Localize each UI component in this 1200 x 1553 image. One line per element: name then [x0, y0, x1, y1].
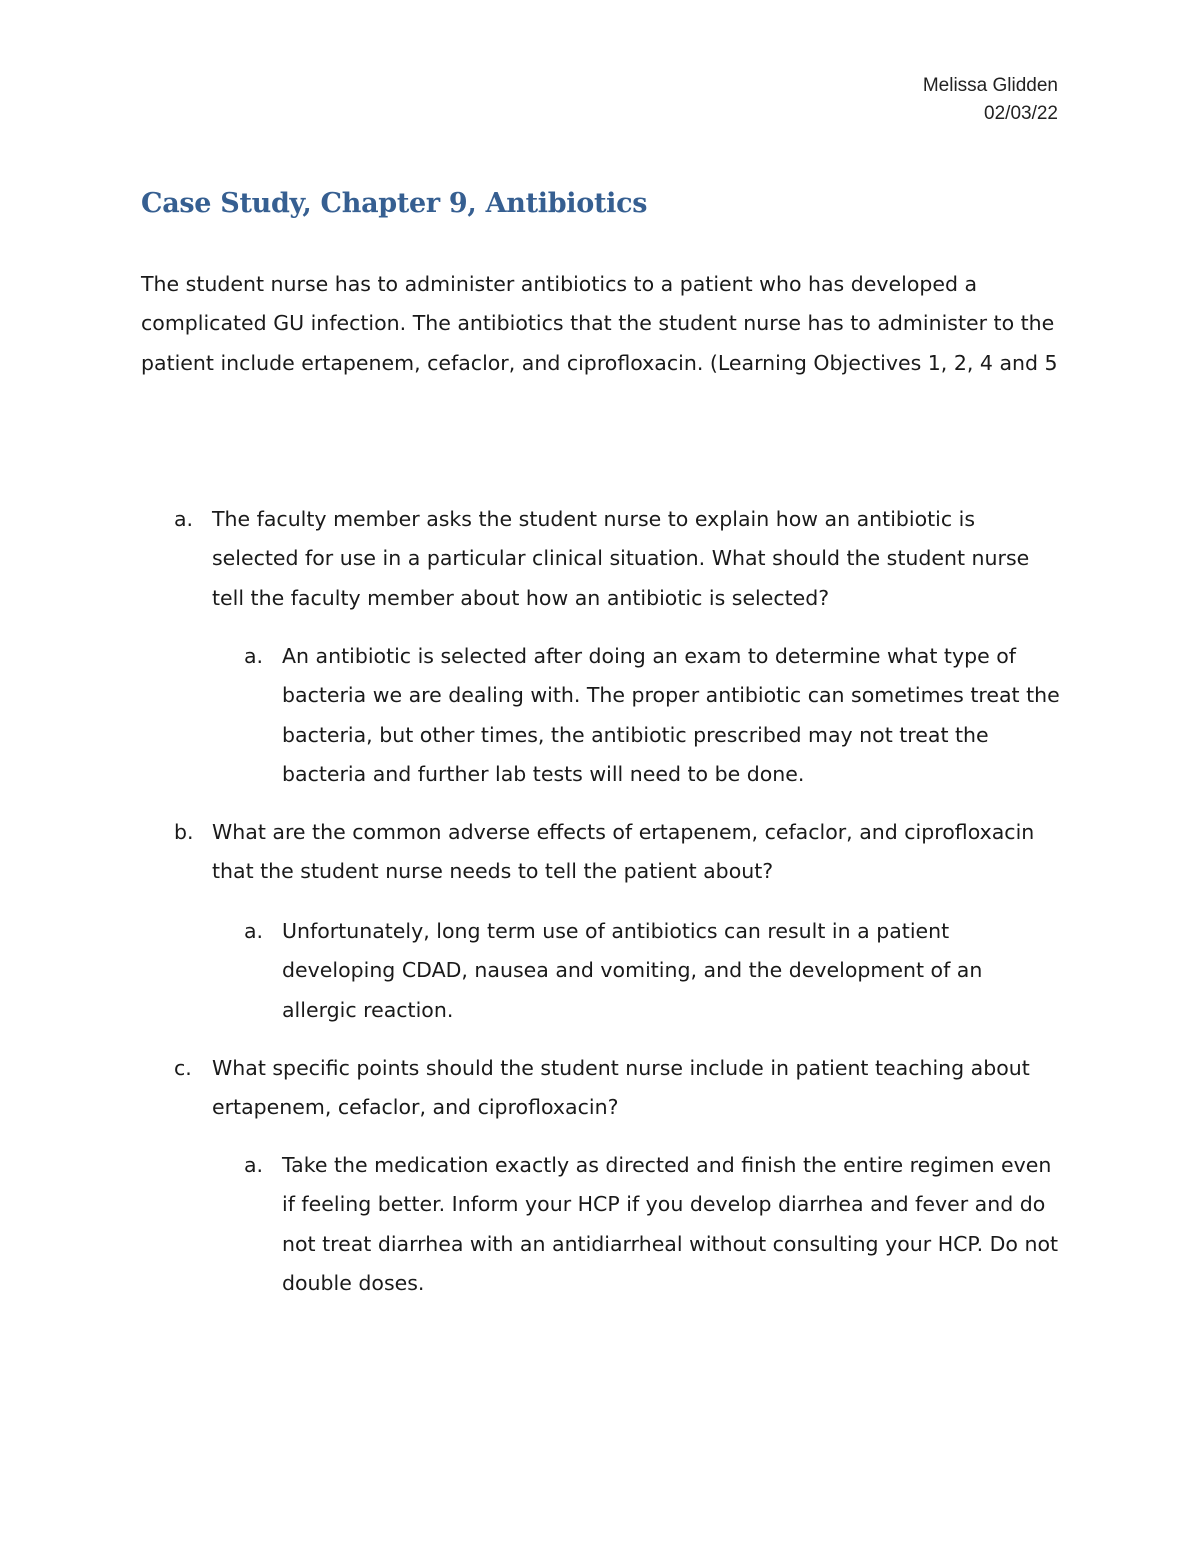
- question-text: What specific points should the student nurse include in patient teaching about ertapenem, cefaclor, and ciprofloxacin?: [212, 1056, 1030, 1120]
- author-name: Melissa Glidden: [922, 75, 1058, 96]
- answer-text: Take the medication exactly as directed and finish the entire regimen even if feeling better. Inform your HCP if you develop diarrhea and fever and do not treat diarrhea with an antidiarrheal without consulting your HCP. Do not double doses.: [282, 1153, 1059, 1295]
- answer-text: Unfortunately, long term use of antibiotics can result in a patient developing CDAD, nausea and vomiting, and the development of an allergic reaction.: [282, 919, 983, 1022]
- question-item: [174, 1049, 1061, 1128]
- question-item: [174, 813, 1061, 892]
- question-marker: c.: [174, 1056, 192, 1080]
- answer-marker: a.: [244, 644, 264, 668]
- document-date: 02/03/22: [984, 103, 1058, 124]
- question-marker: a.: [174, 507, 194, 531]
- answer-text: An antibiotic is selected after doing an exam to determine what type of bacteria we are dealing with. The proper antibiotic can sometimes treat the bacteria, but other times, the antibiotic prescribed may not treat the bacteria and further lab tests will need to be done.: [282, 644, 1060, 786]
- question-marker: b.: [174, 820, 194, 844]
- answer-item: [244, 637, 1061, 794]
- question-list: [141, 0, 1061, 1553]
- answer-item: [244, 1146, 1061, 1303]
- question-text: The faculty member asks the student nurse to explain how an antibiotic is selected for use in a particular clinical situation. What should the student nurse tell the faculty member about how an antibiotic is selected?: [212, 507, 1030, 610]
- question-item: [174, 500, 1061, 618]
- question-text: What are the common adverse effects of ertapenem, cefaclor, and ciprofloxacin that the student nurse needs to tell the patient about?: [212, 820, 1035, 884]
- answer-marker: a.: [244, 1153, 264, 1177]
- answer-item: [244, 912, 1061, 1030]
- document-title: Case Study, Chapter 9, Antibiotics: [141, 188, 648, 219]
- answer-marker: a.: [244, 919, 264, 943]
- case-intro-paragraph: The student nurse has to administer antibiotics to a patient who has developed a complicated GU infection. The antibiotics that the student nurse has to administer to the patient include ertapenem, cefaclor, and ciprofloxacin. (Learning Objectives 1, 2, 4 and 5: [141, 272, 1058, 375]
